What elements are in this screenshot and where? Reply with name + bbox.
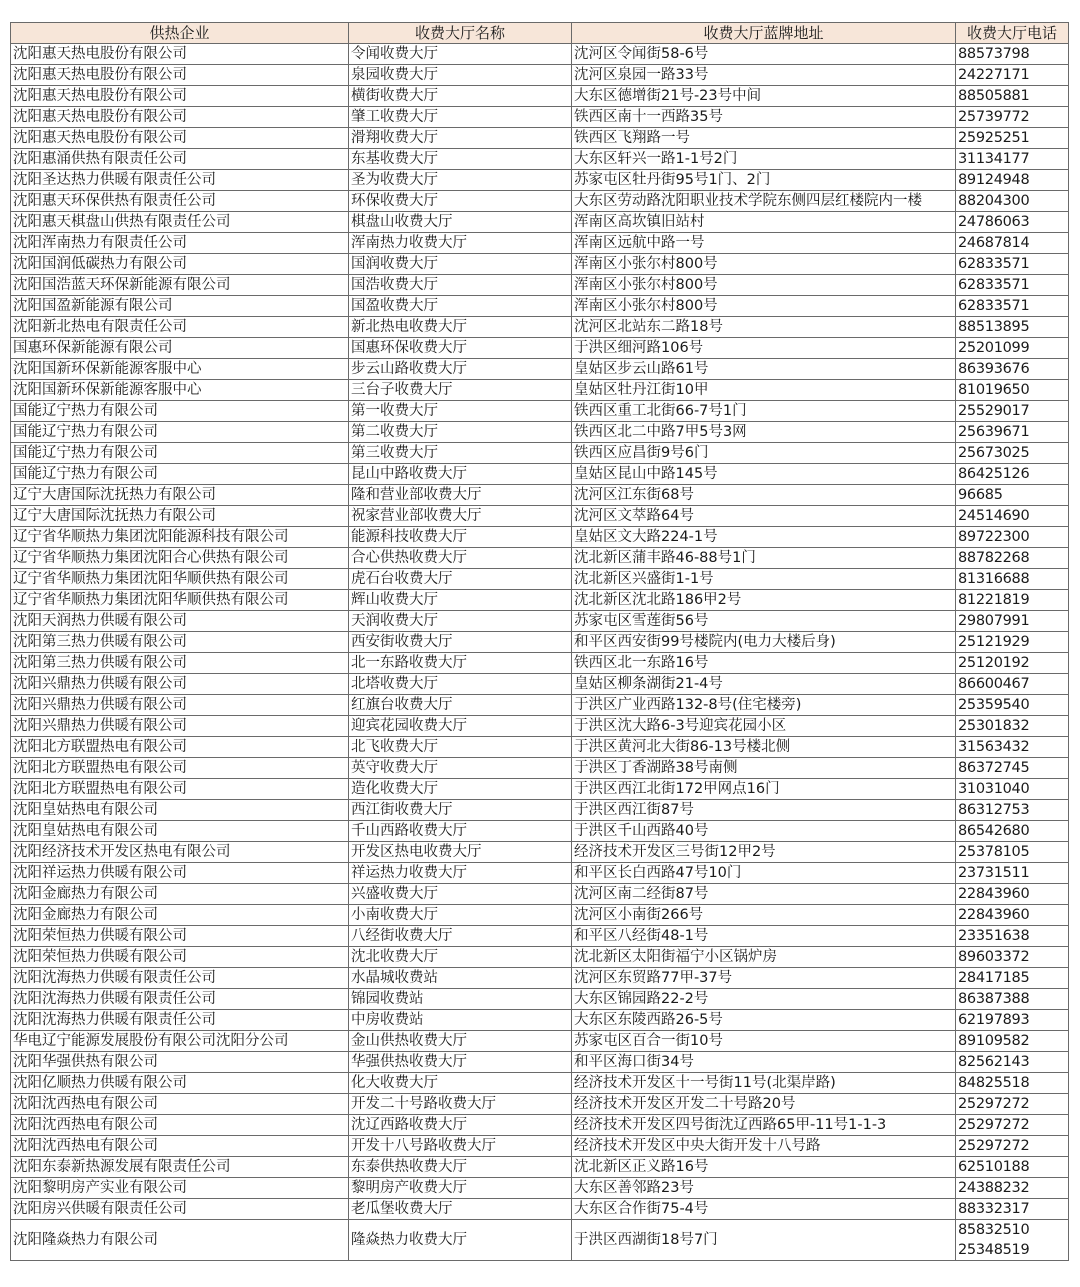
phone-cell: 31563432 <box>956 737 1069 758</box>
address-cell: 沈北新区太阳街福宁小区锅炉房 <box>572 947 956 968</box>
phone-cell: 89124948 <box>956 170 1069 191</box>
company-cell: 辽宁大唐国际沈抚热力有限公司 <box>11 485 349 506</box>
phone-cell: 22843960 <box>956 905 1069 926</box>
address-cell: 沈河区北站东二路18号 <box>572 317 956 338</box>
address-cell: 和平区八经街48-1号 <box>572 926 956 947</box>
address-cell: 沈北新区正义路16号 <box>572 1157 956 1178</box>
hall-name-cell: 兴盛收费大厅 <box>349 884 572 905</box>
hall-name-cell: 华强供热收费大厅 <box>349 1052 572 1073</box>
company-cell: 沈阳惠天棋盘山供热有限责任公司 <box>11 212 349 233</box>
phone-cell: 86372745 <box>956 758 1069 779</box>
phone-cell: 22843960 <box>956 884 1069 905</box>
company-cell: 沈阳惠涌供热有限责任公司 <box>11 149 349 170</box>
hall-name-cell: 令闻收费大厅 <box>349 44 572 65</box>
table-row <box>11 716 1069 737</box>
table-row <box>11 485 1069 506</box>
company-cell: 沈阳荣恒热力供暖有限公司 <box>11 926 349 947</box>
address-cell: 沈北新区沈北路186甲2号 <box>572 590 956 611</box>
hall-name-cell: 合心供热收费大厅 <box>349 548 572 569</box>
address-cell: 大东区善邻路23号 <box>572 1178 956 1199</box>
table-row <box>11 1073 1069 1094</box>
phone-cell: 86387388 <box>956 989 1069 1010</box>
company-cell: 国惠环保新能源有限公司 <box>11 338 349 359</box>
table-row <box>11 1115 1069 1136</box>
phone-cell: 62510188 <box>956 1157 1069 1178</box>
company-cell: 沈阳国新环保新能源客服中心 <box>11 380 349 401</box>
address-cell: 铁西区北二中路7甲5号3网 <box>572 422 956 443</box>
address-cell: 大东区劳动路沈阳职业技术学院东侧四层红楼院内一楼 <box>572 191 956 212</box>
hall-name-cell: 三台子收费大厅 <box>349 380 572 401</box>
address-cell: 沈河区东贸路77甲-37号 <box>572 968 956 989</box>
address-cell: 沈北新区兴盛街1-1号 <box>572 569 956 590</box>
address-cell: 大东区东陵西路26-5号 <box>572 1010 956 1031</box>
table-row <box>11 401 1069 422</box>
phone-cell: 29807991 <box>956 611 1069 632</box>
hall-name-cell: 肇工收费大厅 <box>349 107 572 128</box>
hall-name-cell: 天润收费大厅 <box>349 611 572 632</box>
company-cell: 沈阳沈海热力供暖有限责任公司 <box>11 968 349 989</box>
table-row <box>11 65 1069 86</box>
address-cell: 经济技术开发区中央大街开发十八号路 <box>572 1136 956 1157</box>
address-cell: 苏家屯区百合一街10号 <box>572 1031 956 1052</box>
address-cell: 经济技术开发区三号街12甲2号 <box>572 842 956 863</box>
company-cell: 沈阳国润低碳热力有限公司 <box>11 254 349 275</box>
table-row <box>11 464 1069 485</box>
hall-name-cell: 开发十八号路收费大厅 <box>349 1136 572 1157</box>
hall-name-cell: 浑南热力收费大厅 <box>349 233 572 254</box>
hall-name-cell: 水晶城收费站 <box>349 968 572 989</box>
address-cell: 于洪区沈大路6-3号迎宾花园小区 <box>572 716 956 737</box>
company-cell: 沈阳惠天热电股份有限公司 <box>11 107 349 128</box>
phone-cell: 89109582 <box>956 1031 1069 1052</box>
table-row <box>11 296 1069 317</box>
table-row <box>11 191 1069 212</box>
phone-cell: 25639671 <box>956 422 1069 443</box>
address-cell: 浑南区小张尔村800号 <box>572 296 956 317</box>
hall-name-cell: 西江街收费大厅 <box>349 800 572 821</box>
phone-cell: 89603372 <box>956 947 1069 968</box>
table-body <box>11 44 1069 1261</box>
company-cell: 沈阳第三热力供暖有限公司 <box>11 632 349 653</box>
company-cell: 沈阳北方联盟热电有限公司 <box>11 758 349 779</box>
phone-cell: 62833571 <box>956 296 1069 317</box>
company-cell: 沈阳祥运热力供暖有限公司 <box>11 863 349 884</box>
phone-cell: 88573798 <box>956 44 1069 65</box>
address-cell: 苏家屯区牡丹街95号1门、2门 <box>572 170 956 191</box>
address-cell: 大东区轩兴一路1-1号2门 <box>572 149 956 170</box>
company-cell: 沈阳惠天热电股份有限公司 <box>11 128 349 149</box>
hall-name-cell: 横街收费大厅 <box>349 86 572 107</box>
phone-cell: 31031040 <box>956 779 1069 800</box>
heating-halls-table <box>10 22 1069 1261</box>
phone-cell: 86312753 <box>956 800 1069 821</box>
company-cell: 沈阳兴鼎热力供暖有限公司 <box>11 716 349 737</box>
phone-number: 85832510 <box>958 1222 1030 1238</box>
phone-cell: 96685 <box>956 485 1069 506</box>
company-cell: 沈阳惠天热电股份有限公司 <box>11 86 349 107</box>
hall-name-cell: 隆焱热力收费大厅 <box>349 1220 572 1261</box>
table-row <box>11 254 1069 275</box>
address-cell: 沈河区小南街266号 <box>572 905 956 926</box>
company-cell: 沈阳天润热力供暖有限公司 <box>11 611 349 632</box>
company-cell: 沈阳北方联盟热电有限公司 <box>11 737 349 758</box>
hall-name-cell: 小南收费大厅 <box>349 905 572 926</box>
address-cell: 皇姑区步云山路61号 <box>572 359 956 380</box>
phone-cell: 86600467 <box>956 674 1069 695</box>
address-cell: 大东区合作街75-4号 <box>572 1199 956 1220</box>
hall-name-cell: 泉园收费大厅 <box>349 65 572 86</box>
table-row <box>11 1031 1069 1052</box>
table-row <box>11 380 1069 401</box>
table-row <box>11 149 1069 170</box>
hall-name-cell: 环保收费大厅 <box>349 191 572 212</box>
company-cell: 沈阳东泰新热源发展有限责任公司 <box>11 1157 349 1178</box>
phone-cell: 25739772 <box>956 107 1069 128</box>
hall-name-cell: 沈北收费大厅 <box>349 947 572 968</box>
header-address: 收费大厅蓝牌地址 <box>572 23 956 44</box>
company-cell: 国能辽宁热力有限公司 <box>11 422 349 443</box>
address-cell: 经济技术开发区四号街沈辽西路65甲-11号1-1-3 <box>572 1115 956 1136</box>
table-row <box>11 107 1069 128</box>
heating-halls-table-container <box>10 22 1068 1261</box>
company-cell: 沈阳兴鼎热力供暖有限公司 <box>11 695 349 716</box>
address-cell: 沈河区江东街68号 <box>572 485 956 506</box>
address-cell: 铁西区飞翔路一号 <box>572 128 956 149</box>
address-cell: 于洪区黄河北大街86-13号楼北侧 <box>572 737 956 758</box>
table-row <box>11 884 1069 905</box>
phone-cell: 24786063 <box>956 212 1069 233</box>
table-row <box>11 737 1069 758</box>
table-row <box>11 863 1069 884</box>
address-cell: 皇姑区昆山中路145号 <box>572 464 956 485</box>
table-row <box>11 632 1069 653</box>
address-cell: 沈河区文萃路64号 <box>572 506 956 527</box>
address-cell: 于洪区西江街87号 <box>572 800 956 821</box>
company-cell: 沈阳国浩蓝天环保新能源有限公司 <box>11 275 349 296</box>
phone-cell: 24514690 <box>956 506 1069 527</box>
phone-cell: 31134177 <box>956 149 1069 170</box>
address-cell: 经济技术开发区开发二十号路20号 <box>572 1094 956 1115</box>
company-cell: 沈阳圣达热力供暖有限责任公司 <box>11 170 349 191</box>
table-row <box>11 1220 1069 1261</box>
table-row <box>11 1094 1069 1115</box>
table-row <box>11 44 1069 65</box>
address-cell: 皇姑区柳条湖街21-4号 <box>572 674 956 695</box>
address-cell: 大东区锦园路22-2号 <box>572 989 956 1010</box>
company-cell: 沈阳惠天环保供热有限责任公司 <box>11 191 349 212</box>
address-cell: 铁西区南十一西路35号 <box>572 107 956 128</box>
company-cell: 沈阳黎明房产实业有限公司 <box>11 1178 349 1199</box>
company-cell: 沈阳沈西热电有限公司 <box>11 1115 349 1136</box>
hall-name-cell: 沈辽西路收费大厅 <box>349 1115 572 1136</box>
company-cell: 辽宁省华顺热力集团沈阳能源科技有限公司 <box>11 527 349 548</box>
table-row <box>11 443 1069 464</box>
company-cell: 沈阳国盈新能源有限公司 <box>11 296 349 317</box>
table-row <box>11 800 1069 821</box>
company-cell: 沈阳第三热力供暖有限公司 <box>11 653 349 674</box>
address-cell: 浑南区高坎镇旧站村 <box>572 212 956 233</box>
hall-name-cell: 祝家营业部收费大厅 <box>349 506 572 527</box>
company-cell: 沈阳金廊热力有限公司 <box>11 905 349 926</box>
phone-cell: 62833571 <box>956 254 1069 275</box>
company-cell: 沈阳新北热电有限责任公司 <box>11 317 349 338</box>
phone-cell: 62197893 <box>956 1010 1069 1031</box>
hall-name-cell: 开发区热电收费大厅 <box>349 842 572 863</box>
table-row <box>11 569 1069 590</box>
phone-cell: 88513895 <box>956 317 1069 338</box>
table-row <box>11 1157 1069 1178</box>
phone-cell: 25301832 <box>956 716 1069 737</box>
company-cell: 沈阳沈海热力供暖有限责任公司 <box>11 989 349 1010</box>
address-cell: 沈河区令闻街58-6号 <box>572 44 956 65</box>
address-cell: 经济技术开发区十一号街11号(北渠岸路) <box>572 1073 956 1094</box>
hall-name-cell: 辉山收费大厅 <box>349 590 572 611</box>
hall-name-cell: 中房收费站 <box>349 1010 572 1031</box>
address-cell: 沈北新区蒲丰路46-88号1门 <box>572 548 956 569</box>
table-row <box>11 926 1069 947</box>
hall-name-cell: 红旗台收费大厅 <box>349 695 572 716</box>
company-cell: 沈阳皇姑热电有限公司 <box>11 800 349 821</box>
company-cell: 国能辽宁热力有限公司 <box>11 401 349 422</box>
phone-cell: 81221819 <box>956 590 1069 611</box>
phone-cell: 86542680 <box>956 821 1069 842</box>
hall-name-cell: 棋盘山收费大厅 <box>349 212 572 233</box>
table-row <box>11 527 1069 548</box>
address-cell: 皇姑区文大路224-1号 <box>572 527 956 548</box>
table-row <box>11 842 1069 863</box>
phone-cell: 25925251 <box>956 128 1069 149</box>
hall-name-cell: 滑翔收费大厅 <box>349 128 572 149</box>
phone-cell: 86425126 <box>956 464 1069 485</box>
table-row <box>11 1136 1069 1157</box>
hall-name-cell: 新北热电收费大厅 <box>349 317 572 338</box>
company-cell: 国能辽宁热力有限公司 <box>11 443 349 464</box>
table-row <box>11 590 1069 611</box>
company-cell: 华电辽宁能源发展股份有限公司沈阳分公司 <box>11 1031 349 1052</box>
phone-cell: 24388232 <box>956 1178 1069 1199</box>
hall-name-cell: 化大收费大厅 <box>349 1073 572 1094</box>
hall-name-cell: 黎明房产收费大厅 <box>349 1178 572 1199</box>
phone-cell: 89722300 <box>956 527 1069 548</box>
table-row <box>11 905 1069 926</box>
phone-cell: 28417185 <box>956 968 1069 989</box>
address-cell: 和平区长白西路47号10门 <box>572 863 956 884</box>
table-row <box>11 821 1069 842</box>
phone-cell: 84825518 <box>956 1073 1069 1094</box>
table-row <box>11 338 1069 359</box>
address-cell: 铁西区应昌街9号6门 <box>572 443 956 464</box>
address-cell: 浑南区小张尔村800号 <box>572 254 956 275</box>
phone-cell: 24227171 <box>956 65 1069 86</box>
table-row <box>11 947 1069 968</box>
company-cell: 沈阳沈西热电有限公司 <box>11 1136 349 1157</box>
phone-cell: 25121929 <box>956 632 1069 653</box>
hall-name-cell: 西安街收费大厅 <box>349 632 572 653</box>
table-row <box>11 548 1069 569</box>
phone-cell: 25297272 <box>956 1094 1069 1115</box>
hall-name-cell: 步云山路收费大厅 <box>349 359 572 380</box>
address-cell: 和平区海口街34号 <box>572 1052 956 1073</box>
hall-name-cell: 东基收费大厅 <box>349 149 572 170</box>
phone-cell: 62833571 <box>956 275 1069 296</box>
table-row <box>11 695 1069 716</box>
address-cell: 于洪区千山西路40号 <box>572 821 956 842</box>
table-row <box>11 128 1069 149</box>
address-cell: 于洪区西湖街18号7门 <box>572 1220 956 1261</box>
table-row <box>11 275 1069 296</box>
phone-cell: 25297272 <box>956 1136 1069 1157</box>
phone-cell: 25201099 <box>956 338 1069 359</box>
phone-cell: 25297272 <box>956 1115 1069 1136</box>
hall-name-cell: 北飞收费大厅 <box>349 737 572 758</box>
hall-name-cell: 能源科技收费大厅 <box>349 527 572 548</box>
phone-cell: 25673025 <box>956 443 1069 464</box>
company-cell: 沈阳房兴供暖有限责任公司 <box>11 1199 349 1220</box>
company-cell: 沈阳北方联盟热电有限公司 <box>11 779 349 800</box>
company-cell: 沈阳兴鼎热力供暖有限公司 <box>11 674 349 695</box>
company-cell: 沈阳金廊热力有限公司 <box>11 884 349 905</box>
hall-name-cell: 千山西路收费大厅 <box>349 821 572 842</box>
address-cell: 于洪区细河路106号 <box>572 338 956 359</box>
company-cell: 沈阳亿顺热力供暖有限公司 <box>11 1073 349 1094</box>
company-cell: 辽宁省华顺热力集团沈阳华顺供热有限公司 <box>11 569 349 590</box>
table-row <box>11 506 1069 527</box>
company-cell: 沈阳惠天热电股份有限公司 <box>11 65 349 86</box>
hall-name-cell: 国润收费大厅 <box>349 254 572 275</box>
company-cell: 沈阳惠天热电股份有限公司 <box>11 44 349 65</box>
table-row <box>11 317 1069 338</box>
company-cell: 辽宁省华顺热力集团沈阳合心供热有限公司 <box>11 548 349 569</box>
phone-cell: 86393676 <box>956 359 1069 380</box>
hall-name-cell: 祥运热力收费大厅 <box>349 863 572 884</box>
phone-cell: 88782268 <box>956 548 1069 569</box>
hall-name-cell: 八经街收费大厅 <box>349 926 572 947</box>
table-row <box>11 86 1069 107</box>
header-hall-name: 收费大厅名称 <box>349 23 572 44</box>
hall-name-cell: 国浩收费大厅 <box>349 275 572 296</box>
company-cell: 沈阳经济技术开发区热电有限公司 <box>11 842 349 863</box>
address-cell: 浑南区小张尔村800号 <box>572 275 956 296</box>
hall-name-cell: 国盈收费大厅 <box>349 296 572 317</box>
hall-name-cell: 昆山中路收费大厅 <box>349 464 572 485</box>
table-row <box>11 779 1069 800</box>
company-cell: 辽宁大唐国际沈抚热力有限公司 <box>11 506 349 527</box>
address-cell: 于洪区广业西路132-8号(住宅楼旁) <box>572 695 956 716</box>
phone-number-secondary: 25348519 <box>958 1242 1030 1258</box>
phone-cell: 25529017 <box>956 401 1069 422</box>
table-row <box>11 359 1069 380</box>
hall-name-cell: 第二收费大厅 <box>349 422 572 443</box>
table-row <box>11 1178 1069 1199</box>
company-cell: 辽宁省华顺热力集团沈阳华顺供热有限公司 <box>11 590 349 611</box>
hall-name-cell: 老瓜堡收费大厅 <box>349 1199 572 1220</box>
table-row <box>11 653 1069 674</box>
address-cell: 和平区西安街99号楼院内(电力大楼后身) <box>572 632 956 653</box>
company-cell: 沈阳皇姑热电有限公司 <box>11 821 349 842</box>
hall-name-cell: 金山供热收费大厅 <box>349 1031 572 1052</box>
company-cell: 沈阳沈海热力供暖有限责任公司 <box>11 1010 349 1031</box>
address-cell: 苏家屯区雪莲街56号 <box>572 611 956 632</box>
address-cell: 浑南区远航中路一号 <box>572 233 956 254</box>
address-cell: 铁西区重工北街66-7号1门 <box>572 401 956 422</box>
header-company: 供热企业 <box>11 23 349 44</box>
company-cell: 沈阳沈西热电有限公司 <box>11 1094 349 1115</box>
hall-name-cell: 北塔收费大厅 <box>349 674 572 695</box>
hall-name-cell: 开发二十号路收费大厅 <box>349 1094 572 1115</box>
table-row <box>11 212 1069 233</box>
company-cell: 沈阳国新环保新能源客服中心 <box>11 359 349 380</box>
hall-name-cell: 英守收费大厅 <box>349 758 572 779</box>
phone-cell: 23351638 <box>956 926 1069 947</box>
phone-cell: 81316688 <box>956 569 1069 590</box>
phone-cell: 25359540 <box>956 695 1069 716</box>
hall-name-cell: 第一收费大厅 <box>349 401 572 422</box>
phone-cell: 81019650 <box>956 380 1069 401</box>
company-cell: 国能辽宁热力有限公司 <box>11 464 349 485</box>
phone-cell: 25378105 <box>956 842 1069 863</box>
table-row <box>11 968 1069 989</box>
address-cell: 沈河区南二经街87号 <box>572 884 956 905</box>
hall-name-cell: 圣为收费大厅 <box>349 170 572 191</box>
phone-cell: 24687814 <box>956 233 1069 254</box>
hall-name-cell: 锦园收费站 <box>349 989 572 1010</box>
hall-name-cell: 东泰供热收费大厅 <box>349 1157 572 1178</box>
phone-cell: 25120192 <box>956 653 1069 674</box>
table-header-row <box>11 23 1069 44</box>
phone-cell <box>956 1220 1069 1261</box>
company-cell: 沈阳华强供热有限公司 <box>11 1052 349 1073</box>
phone-cell: 88332317 <box>956 1199 1069 1220</box>
address-cell: 皇姑区牡丹江街10甲 <box>572 380 956 401</box>
hall-name-cell: 虎石台收费大厅 <box>349 569 572 590</box>
hall-name-cell: 国惠环保收费大厅 <box>349 338 572 359</box>
hall-name-cell: 隆和营业部收费大厅 <box>349 485 572 506</box>
table-row <box>11 758 1069 779</box>
table-row <box>11 1010 1069 1031</box>
table-row <box>11 1199 1069 1220</box>
table-row <box>11 1052 1069 1073</box>
table-row <box>11 233 1069 254</box>
address-cell: 于洪区丁香湖路38号南侧 <box>572 758 956 779</box>
table-row <box>11 611 1069 632</box>
address-cell: 于洪区西江北街172甲网点16门 <box>572 779 956 800</box>
hall-name-cell: 迎宾花园收费大厅 <box>349 716 572 737</box>
phone-cell: 88505881 <box>956 86 1069 107</box>
hall-name-cell: 北一东路收费大厅 <box>349 653 572 674</box>
header-phone: 收费大厅电话 <box>956 23 1069 44</box>
address-cell: 铁西区北一东路16号 <box>572 653 956 674</box>
phone-cell: 82562143 <box>956 1052 1069 1073</box>
company-cell: 沈阳浑南热力有限责任公司 <box>11 233 349 254</box>
address-cell: 大东区德增街21号-23号中间 <box>572 86 956 107</box>
company-cell: 沈阳隆焱热力有限公司 <box>11 1220 349 1261</box>
hall-name-cell: 第三收费大厅 <box>349 443 572 464</box>
table-row <box>11 989 1069 1010</box>
table-row <box>11 170 1069 191</box>
phone-cell: 88204300 <box>956 191 1069 212</box>
address-cell: 沈河区泉园一路33号 <box>572 65 956 86</box>
company-cell: 沈阳荣恒热力供暖有限公司 <box>11 947 349 968</box>
table-row <box>11 674 1069 695</box>
table-row <box>11 422 1069 443</box>
hall-name-cell: 造化收费大厅 <box>349 779 572 800</box>
phone-cell: 23731511 <box>956 863 1069 884</box>
